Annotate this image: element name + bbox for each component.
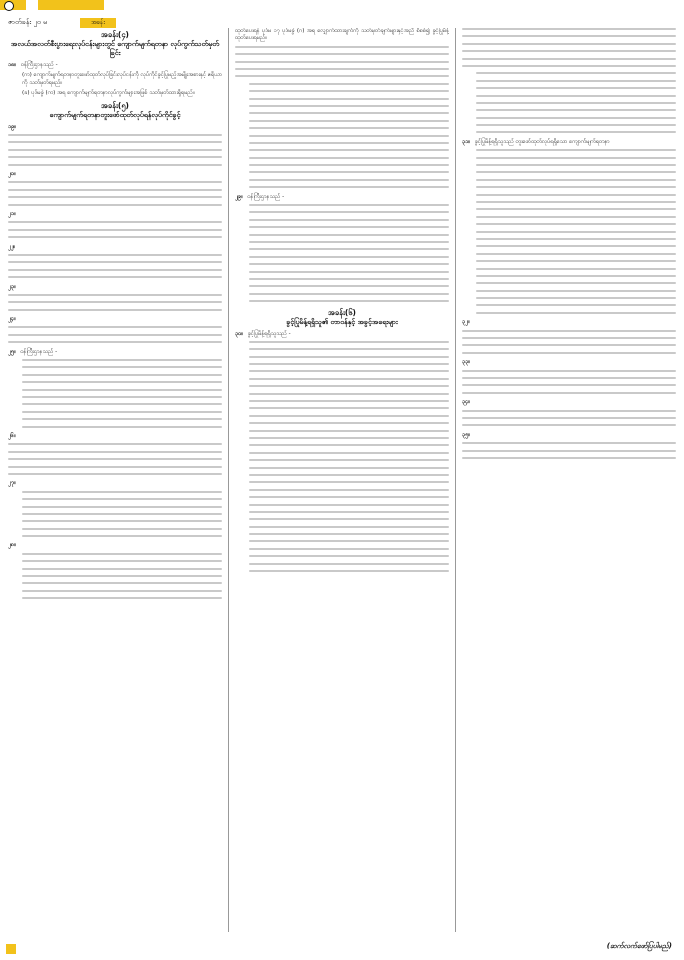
chapter-subtitle: ခွင့်ပြုမိန့်ရရှိသူ၏ တာဝန်နှင့် အခွင့်အရေးများ — [286, 317, 398, 326]
text-column-3 — [462, 28, 676, 932]
paragraph-text: ဝန်ကြီးဌာနသည် - — [20, 62, 58, 68]
paragraph — [8, 349, 222, 356]
paragraph-number: ၂၉။ — [235, 193, 243, 200]
sub-paragraph: (ခ) ပုဒ်မခွဲ (က) အရ ကျောက်မျက်ရတနာလုပ်ကွက်များအဖြစ် သတ်မှတ်ထားရှိရမည်။ — [22, 90, 195, 97]
logo-icon — [4, 1, 14, 11]
paragraph-number: ၂၃။ — [8, 283, 16, 290]
paragraph-number: ၂၅။ — [8, 348, 16, 355]
paragraph-number: ၁၈။ — [8, 62, 17, 68]
paragraph-text: ခွင့်ပြုမိန့်ရရှိသူသည် တူးဖော်ထုတ်လုပ်ရရှိသော ကျောက်မျက်ရတနာ — [474, 138, 610, 145]
text-block — [462, 410, 676, 427]
paragraph — [8, 316, 222, 323]
text-block — [476, 194, 676, 226]
sub-paragraph: (က) ကျောက်မျက်ရတနာတူးဖော်ထုတ်လုပ်ခြင်းလုပ်ငန်းကို လုပ်ကိုင်ခွင့်ပြုမည့်အမျိုးအစားနှင့် ဧရိယာကို သတ်မှတ်ရမည်။ — [22, 72, 222, 86]
text-block — [476, 109, 676, 133]
paragraph-number: ၂၈။ — [8, 542, 16, 549]
text-block — [8, 181, 222, 205]
continued-label: (ဆက်လက်ဖော်ပြပါမည်) — [606, 942, 672, 950]
text-block — [249, 341, 449, 365]
text-block — [249, 481, 449, 505]
paragraph — [8, 171, 222, 178]
text-block — [476, 72, 676, 104]
text-block — [8, 134, 222, 166]
text-block — [249, 204, 449, 236]
chapter-subtitle: အလယ်အလတ်စီးပွားရေးလုပ်ငန်းများတွင် ကျောက်မျက်ရတနာ လုပ်ကွက်သတ်မှတ်ခြင်း — [10, 40, 220, 57]
paragraph-number: ၃၄။ — [462, 399, 470, 406]
chapter-title: အခန်း(၅) — [101, 100, 129, 110]
text-block — [249, 370, 449, 402]
paragraph — [8, 284, 222, 291]
page-label: ဇာတ်ခန်း ၂၀ မ — [8, 18, 48, 26]
paragraph-text: ဝန်ကြီးဌာနသည် - — [20, 348, 58, 355]
text-block — [249, 83, 449, 122]
text-block — [8, 254, 222, 278]
text-block — [462, 28, 676, 67]
paragraph-number: ၂၀။ — [8, 170, 16, 177]
chapter-subtitle: ကျောက်မျက်ရတနာတူးဖော်ထုတ်လုပ်ရန်လုပ်ကိုင်ခွင့် — [49, 110, 181, 119]
text-block — [22, 553, 222, 599]
paragraph-number: ၃၂။ — [462, 319, 470, 326]
text-block — [476, 231, 676, 277]
paragraph — [8, 124, 222, 131]
paragraph-number: ၂၂။ — [8, 243, 16, 250]
text-block — [249, 127, 449, 159]
text-block — [8, 326, 222, 343]
section-tag: အခန်း — [80, 18, 116, 28]
text-block — [249, 407, 449, 431]
header-strip — [0, 0, 684, 16]
text-block — [249, 437, 449, 476]
text-block — [8, 294, 222, 311]
paragraph — [462, 319, 676, 326]
text-block — [8, 221, 222, 238]
text-block — [249, 285, 449, 302]
text-block — [8, 443, 222, 475]
text-block — [249, 241, 449, 280]
publication-logo — [0, 0, 26, 10]
text-block — [249, 511, 449, 543]
text-block — [22, 520, 222, 537]
text-block — [476, 149, 676, 188]
paragraph-number: ၂၇။ — [8, 480, 16, 487]
chapter-title: အခန်း(၄) — [101, 30, 129, 39]
text-block — [22, 491, 222, 515]
paragraph — [235, 194, 449, 201]
paragraph-text: ဝန်ကြီးဌာနသည် - — [247, 193, 285, 200]
column-divider — [455, 28, 456, 932]
text-block — [462, 370, 676, 394]
text-block — [235, 46, 449, 78]
text-block — [249, 548, 449, 572]
text-column-1 — [8, 28, 222, 932]
text-block — [22, 403, 222, 427]
paragraph — [462, 359, 676, 366]
paragraph-number: ၁၉။ — [8, 123, 16, 130]
paragraph — [462, 399, 676, 406]
paragraph-number: ၂၁။ — [8, 210, 16, 217]
paragraph — [462, 432, 676, 439]
paragraph-number: ၃၅။ — [462, 431, 470, 438]
text-block — [462, 442, 676, 459]
paragraph-text: ခွင့်ပြုမိန့်ရရှိသူသည် - — [247, 330, 291, 337]
chapter-title: အခန်း(၆) — [328, 307, 356, 317]
paragraph-text: ထုတ်ပေးရန် ပုဒ်မ ၁၇ ပုဒ်မခွဲ (ဂ) အရ လျှောက်ထားချက်ကို သတ်မှတ်ချက်များနှင့်အညီ စိစစ်၍ ခွင့်ပြုမိန့်ထုတ်ပေးရမည်။ — [235, 28, 449, 42]
paragraph-number: ၃၀။ — [235, 330, 243, 337]
paragraph — [8, 244, 222, 251]
paragraph-number: ၃၃။ — [462, 359, 470, 366]
paragraph — [235, 331, 449, 338]
paragraph-number: ၃၁။ — [462, 138, 470, 145]
page-topline — [8, 18, 208, 28]
corner-mark — [6, 944, 16, 954]
text-block — [462, 330, 676, 354]
paragraph-number: ၂၄။ — [8, 316, 16, 323]
paragraph — [8, 62, 222, 69]
paragraph — [462, 139, 676, 146]
header-color-bar — [38, 0, 104, 10]
paragraph — [8, 211, 222, 218]
text-block — [22, 359, 222, 398]
paragraph — [8, 433, 222, 440]
text-block — [249, 164, 449, 188]
text-block — [476, 282, 676, 314]
column-divider — [228, 28, 229, 932]
paragraph-number: ၂၆။ — [8, 432, 16, 439]
paragraph — [8, 542, 222, 549]
text-column-2 — [235, 28, 449, 932]
paragraph — [8, 480, 222, 487]
